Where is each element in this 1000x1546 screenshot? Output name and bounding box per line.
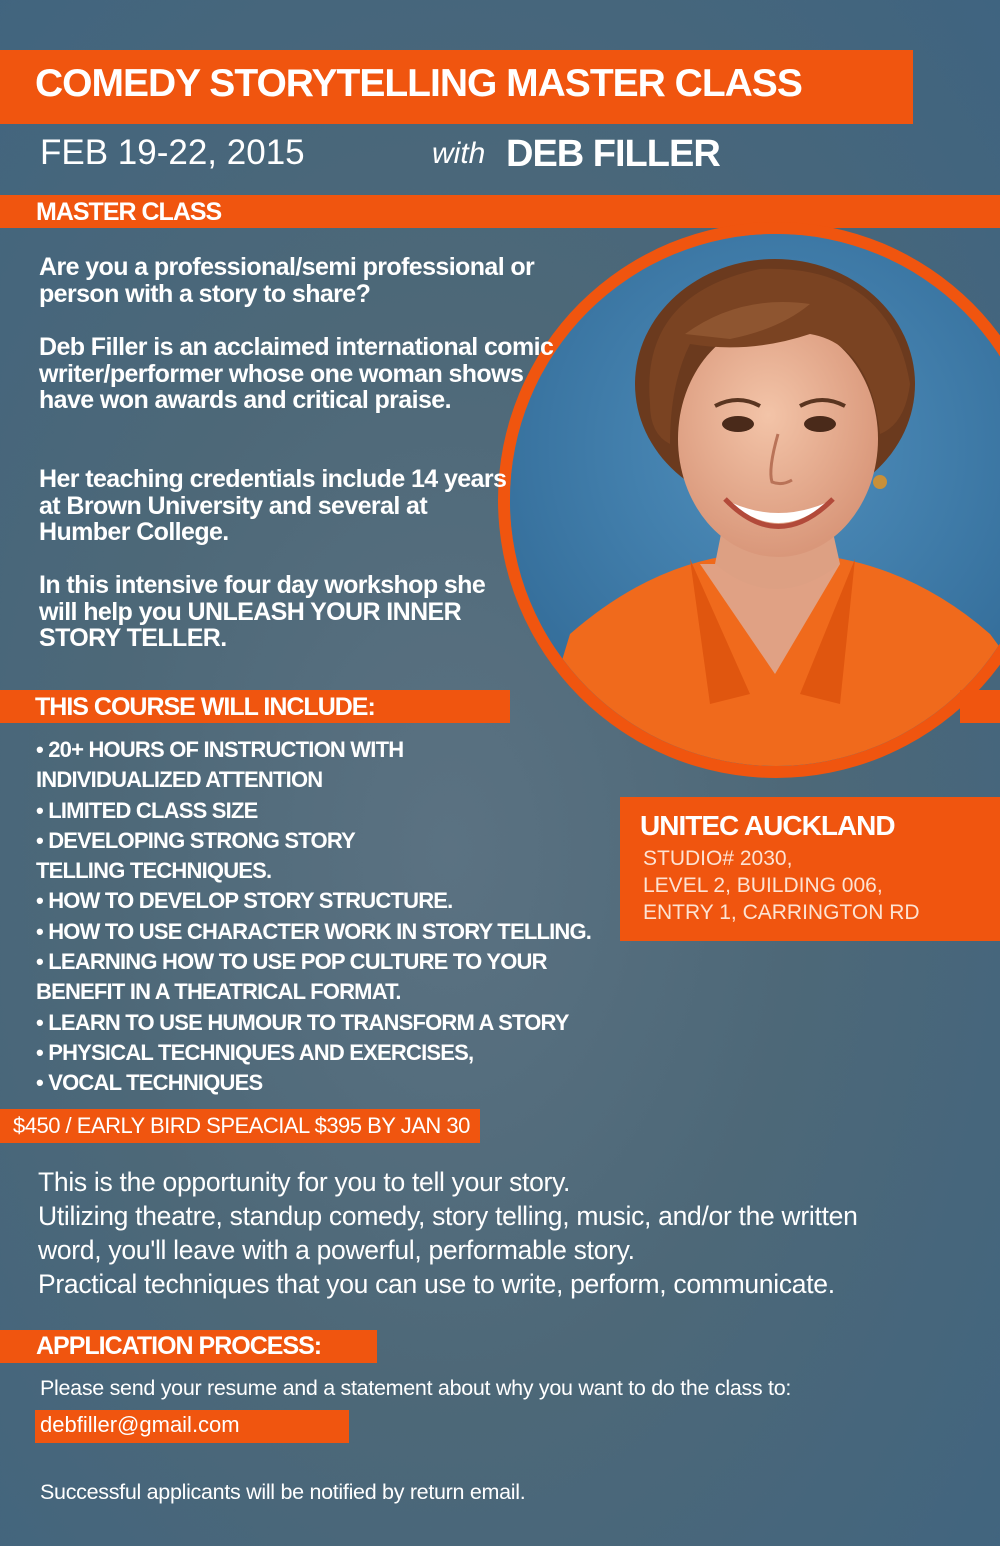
list-item: TELLING TECHNIQUES. xyxy=(36,858,272,884)
list-item: • PHYSICAL TECHNIQUES AND EXERCISES, xyxy=(36,1039,474,1065)
pitch-line: word, you'll leave with a powerful, performable story. xyxy=(38,1235,635,1265)
venue-address-line: STUDIO# 2030, xyxy=(643,847,793,870)
with-label: with xyxy=(432,137,486,170)
list-item: • HOW TO USE CHARACTER WORK IN STORY TELLING. xyxy=(36,918,592,944)
list-item: • LIMITED CLASS SIZE xyxy=(36,797,258,823)
list-item: • VOCAL TECHNIQUES xyxy=(36,1070,263,1096)
application-instructions: Please send your resume and a statement about why you want to do the class to: xyxy=(40,1376,792,1400)
notification-note: Successful applicants will be notified by return email. xyxy=(40,1480,526,1504)
intro-paragraph-workshop: In this intensive four day workshop she will help you UNLEASH YOUR INNER STORY TELLER. xyxy=(39,571,486,652)
host-name: DEB FILLER xyxy=(506,133,720,175)
application-heading: APPLICATION PROCESS: xyxy=(36,1332,322,1360)
price-text: $450 / EARLY BIRD SPEACIAL $395 BY JAN 30 xyxy=(13,1113,470,1138)
course-includes-list xyxy=(36,735,636,1099)
pitch-line: This is the opportunity for you to tell your story. xyxy=(38,1167,571,1197)
pitch-line: Practical techniques that you can use to write, perform, communicate. xyxy=(38,1269,835,1299)
venue-address-line: LEVEL 2, BUILDING 006, xyxy=(643,874,883,897)
list-item: INDIVIDUALIZED ATTENTION xyxy=(36,767,323,793)
master-class-heading: MASTER CLASS xyxy=(36,198,222,226)
intro-paragraph-question: Are you a professional/semi professional or person with a story to share? xyxy=(39,253,535,308)
venue-name: UNITEC AUCKLAND xyxy=(640,810,895,841)
page-title: COMEDY STORYTELLING MASTER CLASS xyxy=(35,62,802,105)
list-item: BENEFIT IN A THEATRICAL FORMAT. xyxy=(36,979,401,1005)
list-item: • DEVELOPING STRONG STORY xyxy=(36,827,355,853)
course-includes-heading: THIS COURSE WILL INCLUDE: xyxy=(35,693,375,721)
intro-paragraph-credentials: Her teaching credentials include 14 years at Brown University and several at Humber College. xyxy=(39,465,507,546)
pitch-line: Utilizing theatre, standup comedy, story telling, music, and/or the written xyxy=(38,1201,858,1231)
list-item: • 20+ HOURS OF INSTRUCTION WITH xyxy=(36,737,404,762)
course-includes-banner-right xyxy=(960,690,1000,723)
venue-address-line: ENTRY 1, CARRINGTON RD xyxy=(643,901,920,924)
list-item: • HOW TO DEVELOP STORY STRUCTURE. xyxy=(36,888,453,914)
contact-email-link[interactable]: debfiller@gmail.com xyxy=(40,1412,240,1437)
list-item: • LEARN TO USE HUMOUR TO TRANSFORM A STORY xyxy=(36,1009,569,1035)
event-date: FEB 19-22, 2015 xyxy=(40,133,305,172)
intro-paragraph-bio: Deb Filler is an acclaimed international comic writer/performer whose one woman shows have won awards and critical praise. xyxy=(39,333,554,414)
list-item: • LEARNING HOW TO USE POP CULTURE TO YOUR xyxy=(36,949,547,975)
